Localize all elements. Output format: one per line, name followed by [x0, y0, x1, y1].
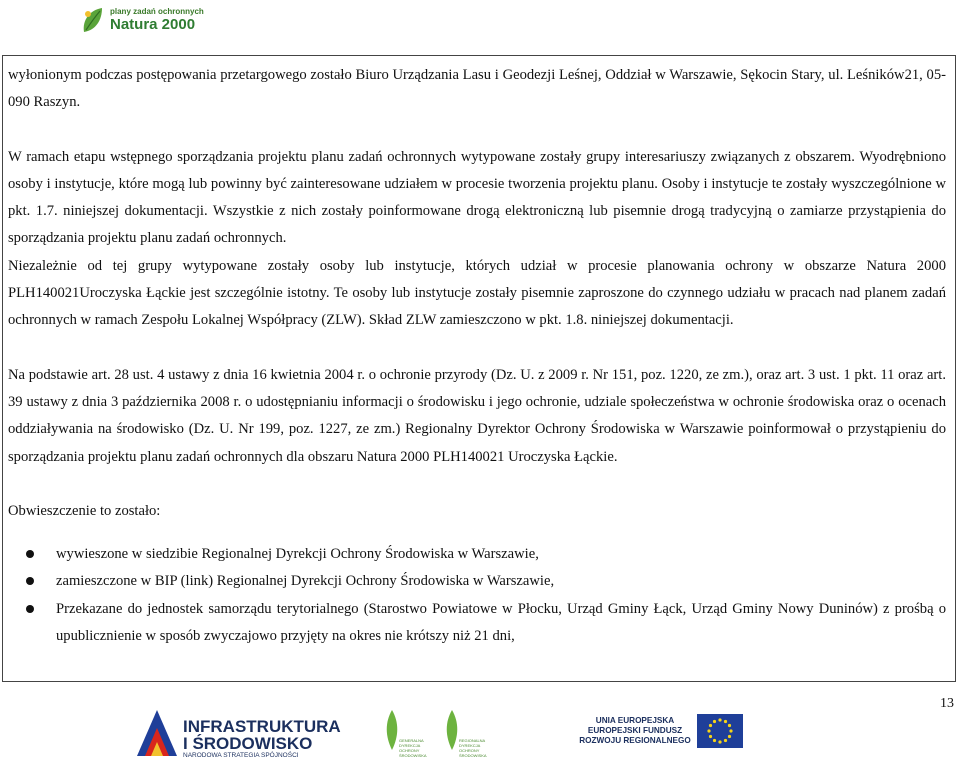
gdos-caption: GENERALNA DYREKCJA OCHRONY ŚRODOWISKA: [399, 738, 427, 758]
footer-logos: [0, 700, 960, 761]
eu-logo: [575, 714, 745, 758]
logo-title: Natura 2000: [110, 16, 196, 33]
eu-flag-icon: [697, 714, 743, 748]
bullet-icon: [26, 605, 34, 613]
list-item: zamieszczone w BIP (link) Regionalnej Dyrekcji Ochrony Środowiska w Warszawie,: [8, 568, 946, 595]
paragraph-3: Niezależnie od tej grupy wytypowane zostały osoby lub instytucje, których udział w procesie planowania ochrony w obszarze Natura 2000 PLH140021Uroczyska Łąckie jest szczególnie istotny. Te osoby lub instytucje zostały pisemnie zaproszone do czynnego udziału w pracach nad planem zadań ochronnych w ramach Zespołu Lokalnej Współpracy (ZLW). Skład ZLW zamieszczono w pkt. 1.8. niniejszej dokumentacji.: [8, 257, 946, 329]
logo-subtitle: plany zadań ochronnych: [110, 7, 204, 16]
paragraph-5: Obwieszczenie to zostało:: [8, 502, 161, 519]
rdos-caption: REGIONALNA DYREKCJA OCHRONY ŚRODOWISKA: [459, 738, 487, 758]
rdos-logo: [445, 710, 495, 760]
list-item: wywieszone w siedzibie Regionalnej Dyrekcji Ochrony Środowiska w Warszawie,: [8, 541, 946, 568]
paragraph-4: Na podstawie art. 28 ust. 4 ustawy z dnia 16 kwietnia 2004 r. o ochronie przyrody (Dz. U. z 2009 r. Nr 151, poz. 1220, ze zm.), oraz art. 3 ust. 1 pkt. 11 oraz art. 39 ustawy z dnia 3 października 2008 r. o udostępnianiu informacji o środowisku i jego ochronie, udziale społeczeństwa w ochronie środowiska oraz o ocenach oddziaływania na środowisko (Dz. U. Nr 199, poz. 1227, ze zm.) Regionalny Dyrektor Ochrony Środowiska w Warszawie poinformował o przystąpieniu do sporządzania projektu planu zadań ochronnych dla obszaru Natura 2000 PLH140021 Uroczyska Łąckie.: [8, 366, 946, 465]
bullet-icon: [26, 577, 34, 585]
natura-2000-logo: [80, 4, 204, 44]
page-number: 13: [940, 696, 954, 711]
list-item: Przekazane do jednostek samorządu terytorialnego (Starostwo Powiatowe w Płocku, Urząd Gminy Łąck, Urząd Gminy Nowy Duninów) z prośbą o upublicznienie w sposób zwyczajowo przyjęty na okres nie krótszy niż 21 dni,: [8, 596, 946, 651]
document-body: [8, 62, 946, 650]
leaf-icon: [385, 710, 399, 750]
paragraph-1: wyłonionym podczas postępowania przetargowego zostało Biuro Urządzania Lasu i Geodezji Leśnej, Oddział w Warszawie, Sękocin Stary, ul. Leśników21, 05-090 Raszyn.: [8, 67, 946, 111]
leaf-icon: [80, 6, 106, 36]
bullet-list: [8, 541, 946, 650]
is-line1: INFRASTRUKTURA: [183, 717, 341, 736]
gdos-logo: [385, 710, 435, 760]
paragraph-2: W ramach etapu wstępnego sporządzania projektu planu zadań ochronnych wytypowane zostały grupy interesariuszy związanych z obszarem. Wyodrębniono osoby i instytucje, które mogą lub powinny być zainteresowane udziałem w procesie tworzenia projektu planu. Osoby i instytucje te zostały wyszczególnione w pkt. 1.7. niniejszej dokumentacji. Wszystkie z nich zostały poinformowane drogą elektroniczną lub pisemnie drogą tradycyjną o zamiarze przystąpienia do sporządzania projektu planu zadań ochronnych.: [8, 148, 946, 247]
eu-caption: UNIA EUROPEJSKA EUROPEJSKI FUNDUSZ ROZWOJU REGIONALNEGO: [579, 716, 691, 745]
nss-emblem-icon: [135, 706, 179, 758]
is-line3: NARODOWA STRATEGIA SPÓJNOŚCI: [183, 752, 299, 759]
infrastruktura-srodowisko-logo: [135, 702, 341, 759]
is-line2: I ŚRODOWISKO: [183, 734, 313, 753]
bullet-icon: [26, 550, 34, 558]
leaf-icon: [445, 710, 459, 750]
